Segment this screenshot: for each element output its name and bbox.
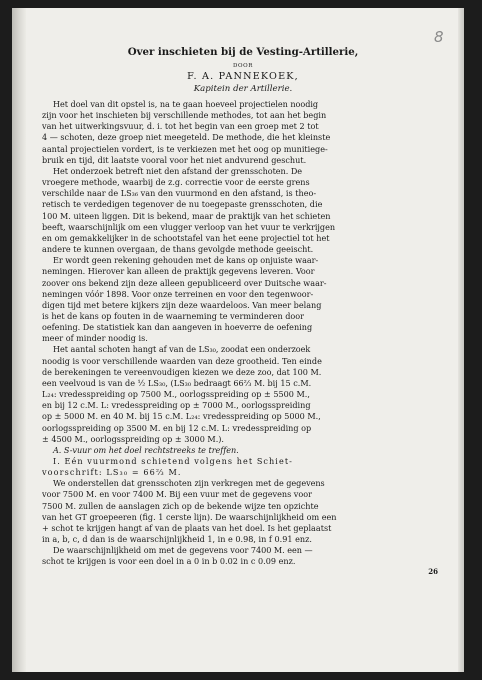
byline-label: DOOR xyxy=(233,63,253,69)
page-number: 26 xyxy=(428,566,438,576)
text-line: L₂₄: vredesspreiding op 7500 M., oorlogsspreiding op ± 5500 M., xyxy=(42,389,310,400)
author-rank: Kapitein der Artillerie. xyxy=(193,84,293,94)
text-line: 7500 M. zullen de aanslagen zich op de bekende wijze ten opzichte xyxy=(42,500,319,511)
text-line: Het doel van dit opstel is, na te gaan hoeveel projectielen noodig xyxy=(53,99,319,109)
text-line: Er wordt geen rekening gehouden met de kans op onjuiste waar- xyxy=(53,255,319,266)
text-line: 100 M. uiteen liggen. Dit is bekend, maar de praktijk van het schieten xyxy=(42,210,331,221)
text-line: beeft, waarschijnlijk om een vlugger verloop van het vuur te verkrijgen xyxy=(42,221,336,232)
text-line: nemingen vóór 1898. Voor onze terreinen en voor den tegenwoor- xyxy=(42,288,314,299)
text-line: nemingen. Hierover kan alleen de praktijk gegevens leveren. Voor xyxy=(42,266,315,277)
text-line: 4 — schoten, deze groep niet meegeteld. De methode, die het kleinste xyxy=(42,132,331,143)
text-line: aantal projectielen vordert, is te verkiezen met het oog op munitiege- xyxy=(42,143,328,154)
text-line: A. S-vuur om het doel rechtstreeks te treffen. xyxy=(53,444,239,455)
text-line: voor 7500 M. en voor 7400 M. Bij een vuur met de gegevens voor xyxy=(42,489,312,500)
page-corner-mark: 8 xyxy=(434,28,444,46)
text-line: andere te kunnen overgaan, de thans gevolgde methode geeischt. xyxy=(42,244,314,255)
text-line: De waarschijnlijkheid om met de gegevens voor 7400 M. een — xyxy=(53,545,313,556)
text-line: de berekeningen te vereenvoudigen kiezen we deze zoo, dat 100 M. xyxy=(42,366,322,377)
text-line: voorschrift: LS₃₀ = 66⅔ M. xyxy=(42,467,182,478)
text-line: oefening. De statistiek kan dan aangeven in hoeverre de oefening xyxy=(42,322,313,333)
text-line: en bij 12 c.M. L: vredesspreiding op ± 7000 M., oorlogsspreiding xyxy=(42,400,311,411)
text-line: digen tijd met betere kijkers zijn deze waardeloos. Van meer belang xyxy=(42,299,322,310)
text-line: Het aantal schoten hangt af van de LS₃₀, zoodat een onderzoek xyxy=(53,344,311,355)
text-line: bruik en tijd, dit laatste vooral voor het niet andvurend geschut. xyxy=(42,154,307,165)
page-content xyxy=(42,46,444,577)
author-name: F. A. PANNEKOEK, xyxy=(187,71,299,82)
article-title: Over inschieten bij de Vesting-Artillerie, xyxy=(127,46,359,58)
page-binding-shadow xyxy=(12,8,26,672)
text-line: is het de kans op fouten in de waarneming te verminderen door xyxy=(42,310,305,321)
text-line: I. Eén vuurmond schietend volgens het Schiet- xyxy=(53,456,293,466)
text-line: zoover ons bekend zijn deze alleen gepubliceerd over Duitsche waar- xyxy=(42,277,327,288)
text-line: ± 4500 M., oorlogsspreiding op ± 3000 M.). xyxy=(42,433,225,444)
text-line: van het GT groepeeren (fig. 1 cerste lijn). De waarschijnlijkheid om een xyxy=(42,511,337,522)
text-line: van het uitwerkingsvuur, d. i. tot het begin van een groep met 2 tot xyxy=(42,121,319,132)
text-line: een veelvoud is van de ½ LS₃₀, (LS₃₀ bedraagt 66⅔ M. bij 15 c.M. xyxy=(42,377,312,388)
text-line: oorlogsspreiding op 3500 M. en bij 12 c.M. L: vredesspreiding op xyxy=(42,422,312,433)
page-edge xyxy=(458,8,464,672)
article-body xyxy=(42,99,444,568)
text-line: schot te krijgen is voor een doel in a 0 in b 0.02 in c 0.09 enz. xyxy=(42,556,296,567)
text-line: noodig is voor verschillende waarden van deze grootheid. Ten einde xyxy=(42,355,322,366)
text-line: vroegere methode, waarbij de z.g. correctie voor de eerste grens xyxy=(42,177,310,188)
text-line: meer of minder noodig is. xyxy=(42,333,148,344)
text-line: zijn voor het inschieten bij verschillende methodes, tot aan het begin xyxy=(42,110,327,121)
text-line: + schot te krijgen hangt af van de plaats van het doel. Is het geplaatst xyxy=(42,522,332,533)
text-line: en om gemakkelijker in de schootstafel van het eene projectiel tot het xyxy=(42,232,330,243)
text-line: in a, b, c, d dan is de waarschijnlijkheid 1, in e 0.98, in f 0.91 enz. xyxy=(42,534,312,545)
text-line: retisch te verdedigen tegenover de nu toegepaste grensschoten, die xyxy=(42,199,323,210)
text-line: op ± 5000 M. en 40 M. bij 15 c.M. L₂₄: vredesspreiding op 5000 M., xyxy=(42,411,321,422)
text-line: We onderstellen dat grensschoten zijn verkregen met de gegevens xyxy=(53,478,325,489)
text-line: verschilde naar de LS₃₆ van den vuurmond en den afstand, is theo- xyxy=(42,188,317,199)
book-page xyxy=(12,8,464,672)
text-line: Het onderzoek betreft niet den afstand der grensschoten. De xyxy=(53,165,303,176)
